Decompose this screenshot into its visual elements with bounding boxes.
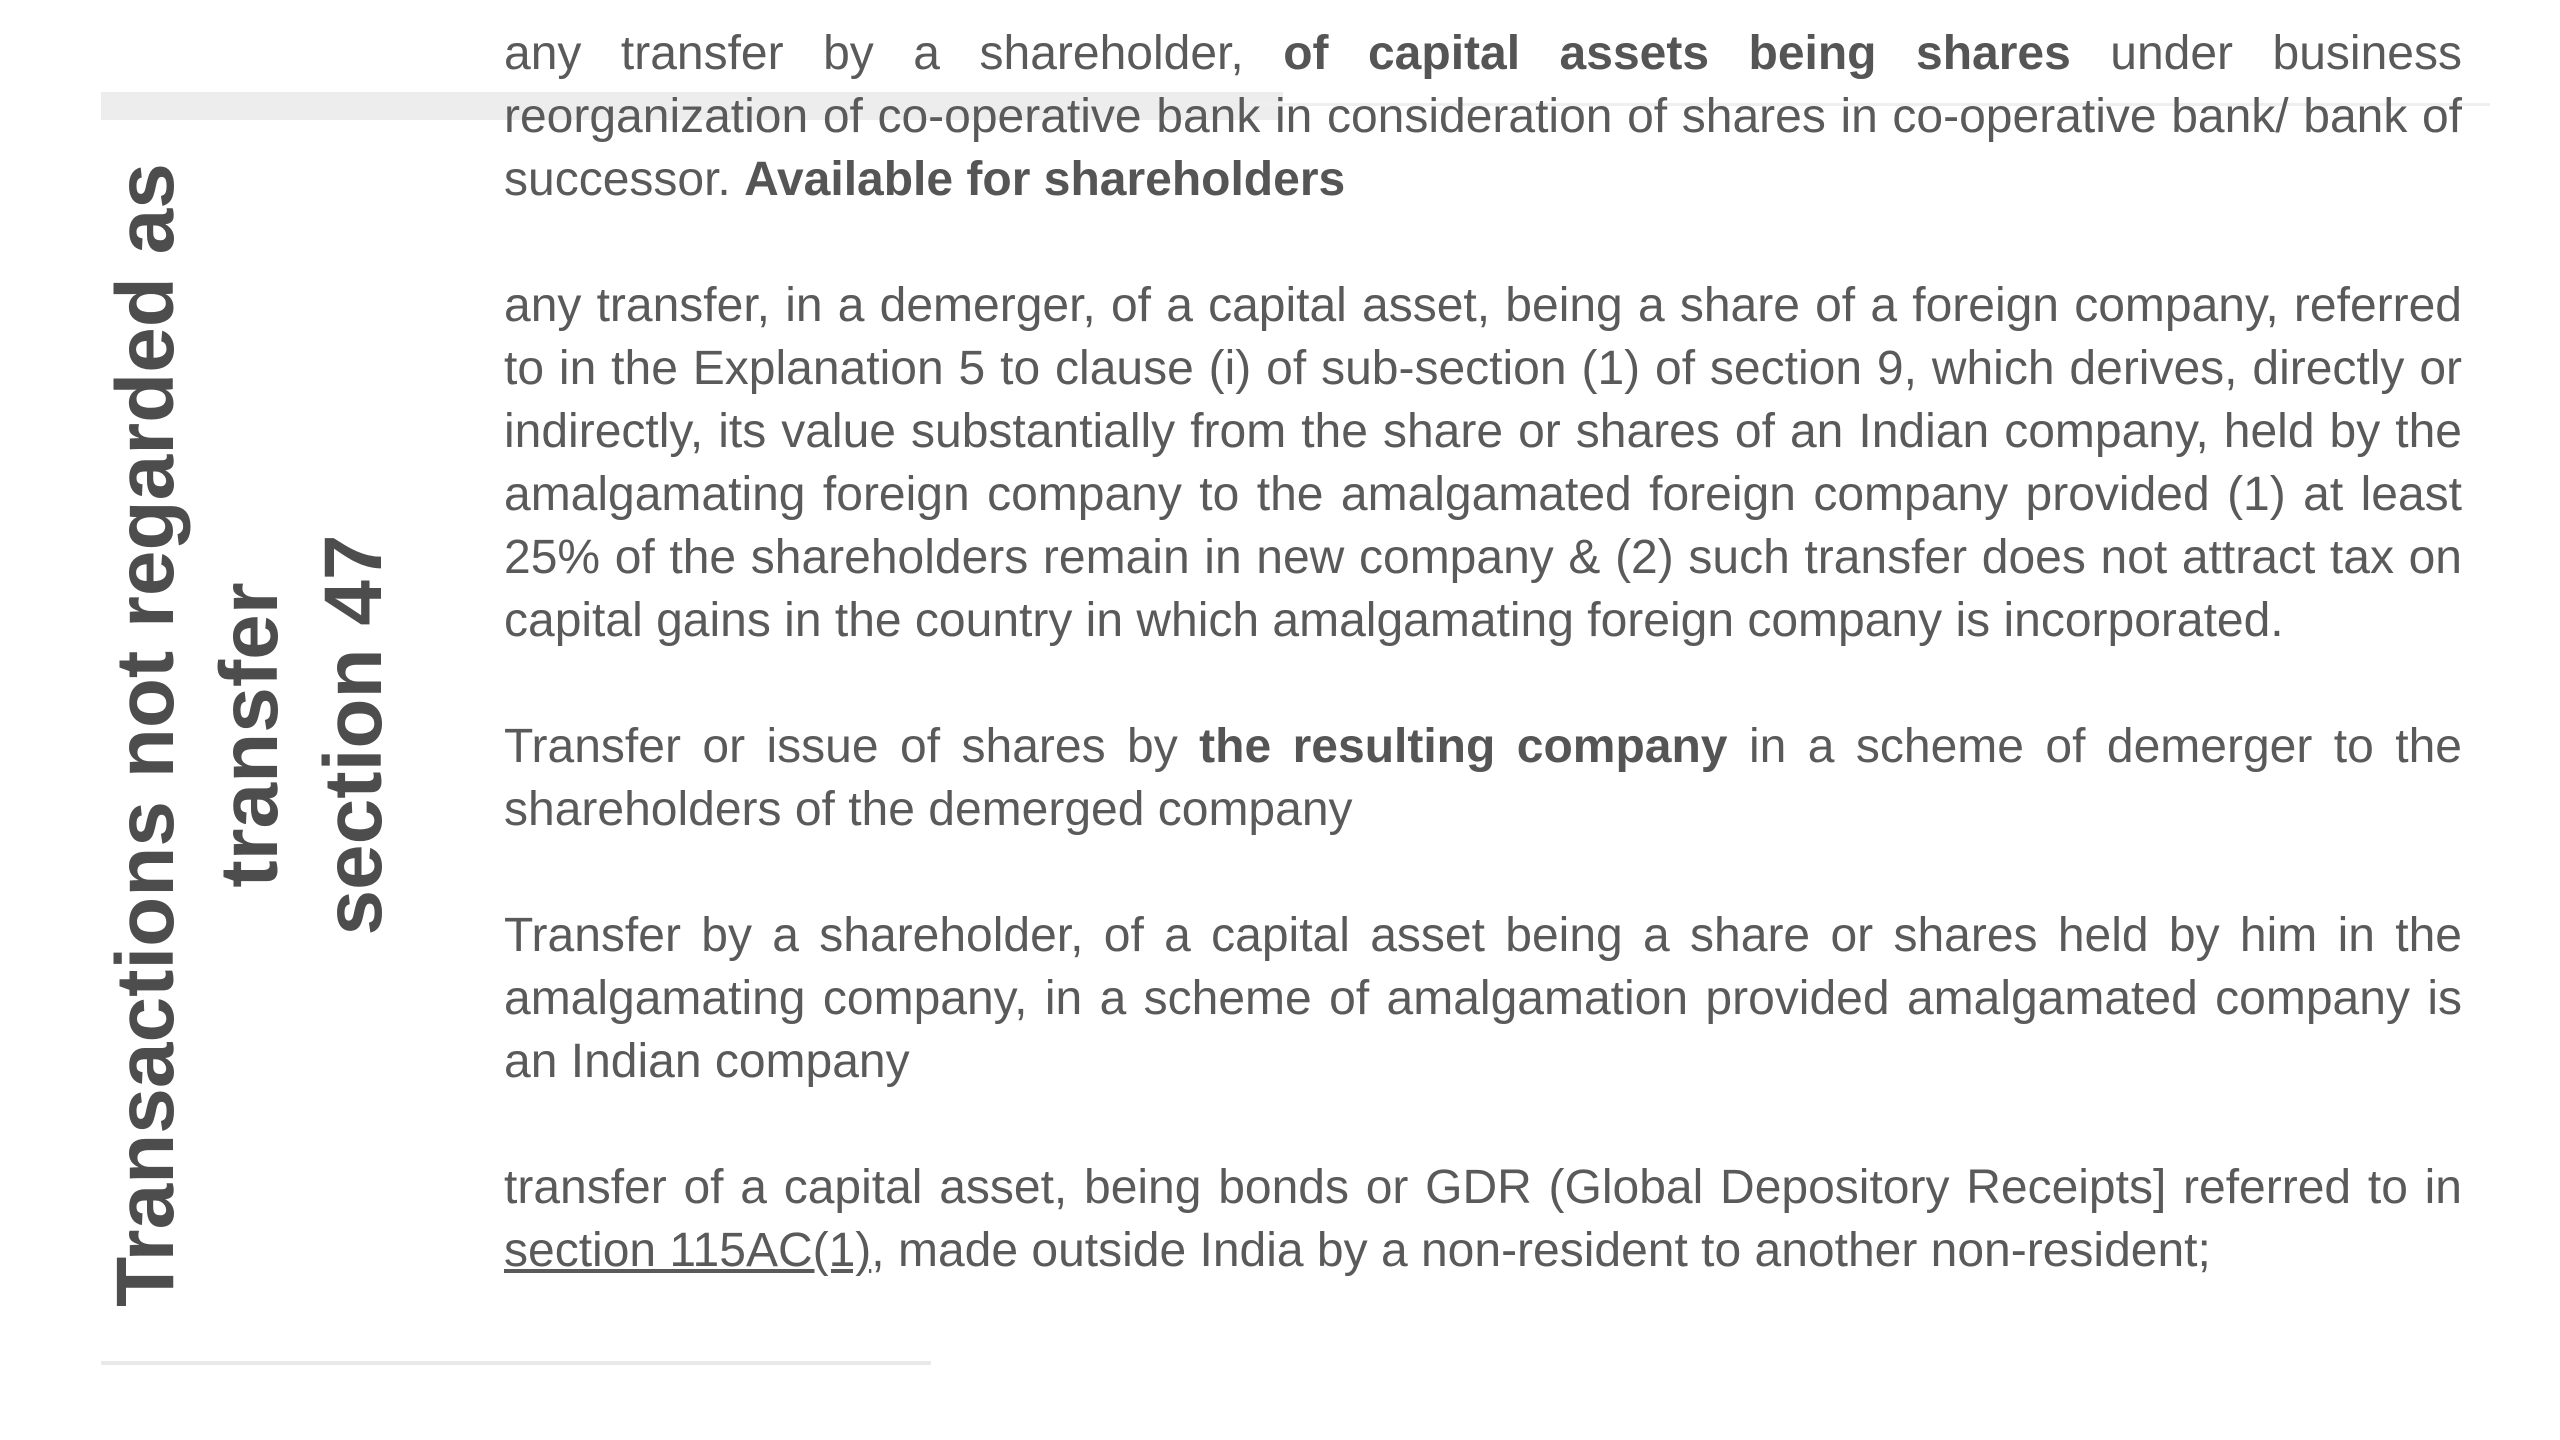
p1-text-c: under business reorganization of co-operative bank in consideration of shares in co-operative bank/ bank of successor.: [504, 27, 2462, 206]
title-line-2: transfer: [204, 582, 295, 888]
p5-text-c: , made outside India by a non-resident to another non-resident;: [871, 1224, 2211, 1277]
p1-bold-b: of capital assets being shares: [1283, 27, 2071, 80]
p3-text-c: in a scheme of demerger to the shareholders of the demerged company: [504, 720, 2462, 836]
p1-bold-d: Available for shareholders: [744, 153, 1346, 206]
p3-text-a: Transfer or issue of shares by: [504, 720, 1200, 773]
p2-text: any transfer, in a demerger, of a capital asset, being a share of a foreign company, referred to in the Explanation 5 to clause (i) of sub-section (1) of section 9, which derives, directly or indirectly, its value substantially from the share or shares of an Indian company, held by the amalgamating foreign company to the amalgamated foreign company provided (1) at least 25% of the shareholders remain in new company & (2) such transfer does not attract tax on capital gains in the country in which amalgamating foreign company is incorporated.: [504, 279, 2462, 647]
title-line-1: Transactions not regarded as: [100, 163, 191, 1307]
p4-text: Transfer by a shareholder, of a capital asset being a share or shares held by him in the amalgamating company, in a scheme of amalgamation provided amalgamated company is an Indian company: [504, 909, 2462, 1088]
p1-text-a: any transfer by a shareholder,: [504, 27, 1284, 80]
paragraph-bonds-gdr: [504, 1156, 2462, 1282]
section-115ac-link[interactable]: section 115AC(1): [504, 1224, 872, 1277]
paragraph-foreign-demerger: [504, 274, 2462, 652]
p3-bold-b: the resulting company: [1199, 720, 1728, 773]
paragraph-resulting-company: [504, 715, 2462, 841]
paragraph-cooperative-bank: [504, 22, 2462, 211]
slide-title: [94, 85, 406, 1385]
title-line-3: section 47: [308, 534, 399, 936]
paragraph-amalgamation: [504, 904, 2462, 1093]
p5-text-a: transfer of a capital asset, being bonds or GDR (Global Depository Receipts] referred to in: [504, 1161, 2462, 1214]
content-body: [504, 22, 2462, 1345]
